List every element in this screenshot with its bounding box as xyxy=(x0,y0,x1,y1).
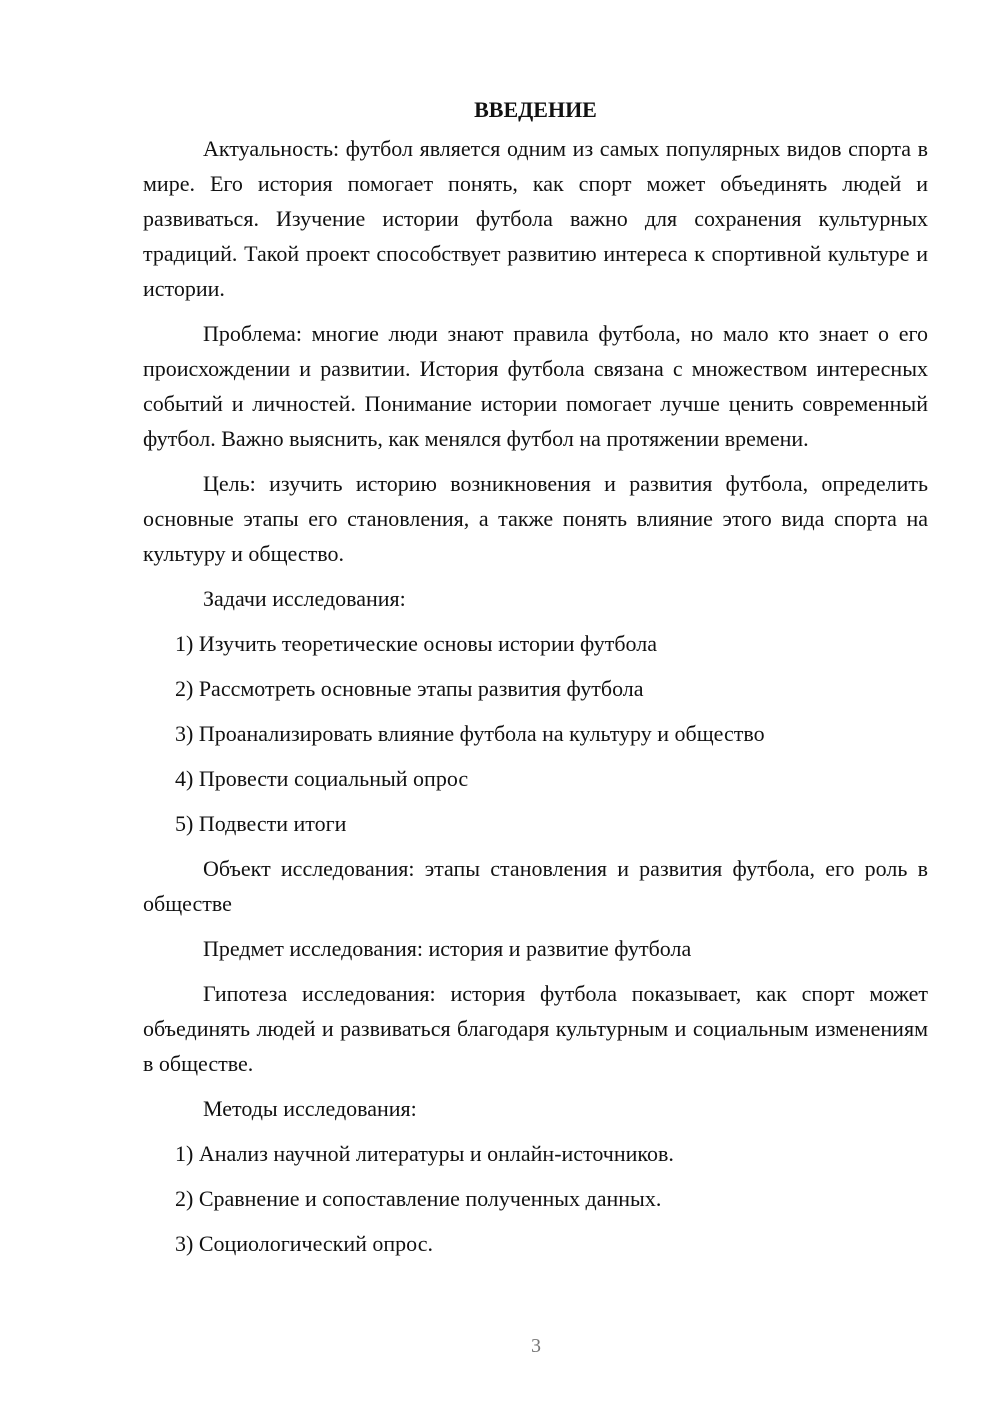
section-heading: ВВЕДЕНИЕ xyxy=(474,97,597,122)
list-item: 1) Изучить теоретические основы истории футбола xyxy=(175,631,657,656)
list-item: 2) Рассмотреть основные этапы развития футбола xyxy=(175,676,644,701)
list-item: 1) Анализ научной литературы и онлайн-источников. xyxy=(175,1141,674,1166)
list-item: 4) Провести социальный опрос xyxy=(175,766,469,791)
list-item: 3) Проанализировать влияние футбола на культуру и общество xyxy=(175,721,765,746)
relevance-paragraph: Актуальность: футбол является одним из самых популярных видов спорта в мире. Его история помогает понять, как спорт может объединять людей и развиваться. Изучение истории футбола важно для сохранения культурных традиций. Такой проект способствует развитию интереса к спортивной культуре и истории. xyxy=(143,136,928,301)
page-content xyxy=(143,92,928,1271)
tasks-list xyxy=(143,626,928,841)
object-paragraph: Объект исследования: этапы становления и развития футбола, его роль в обществе xyxy=(143,856,928,916)
list-item: 5) Подвести итоги xyxy=(175,811,347,836)
tasks-label: Задачи исследования: xyxy=(203,586,406,611)
page-number: 3 xyxy=(531,1335,541,1357)
methods-label: Методы исследования: xyxy=(203,1096,417,1121)
hypothesis-paragraph: Гипотеза исследования: история футбола показывает, как спорт может объединять людей и развиваться благодаря культурным и социальным изменениям в обществе. xyxy=(143,981,928,1076)
goal-paragraph: Цель: изучить историю возникновения и развития футбола, определить основные этапы его становления, а также понять влияние этого вида спорта на культуру и общество. xyxy=(143,471,928,566)
subject-paragraph: Предмет исследования: история и развитие футбола xyxy=(203,936,692,961)
list-item: 2) Сравнение и сопоставление полученных данных. xyxy=(175,1186,662,1211)
list-item: 3) Социологический опрос. xyxy=(175,1231,433,1256)
problem-paragraph: Проблема: многие люди знают правила футбола, но мало кто знает о его происхождении и развитии. История футбола связана с множеством интересных событий и личностей. Понимание истории помогает лучше ценить современный футбол. Важно выяснить, как менялся футбол на протяжении времени. xyxy=(143,321,928,451)
methods-list xyxy=(143,1136,928,1261)
